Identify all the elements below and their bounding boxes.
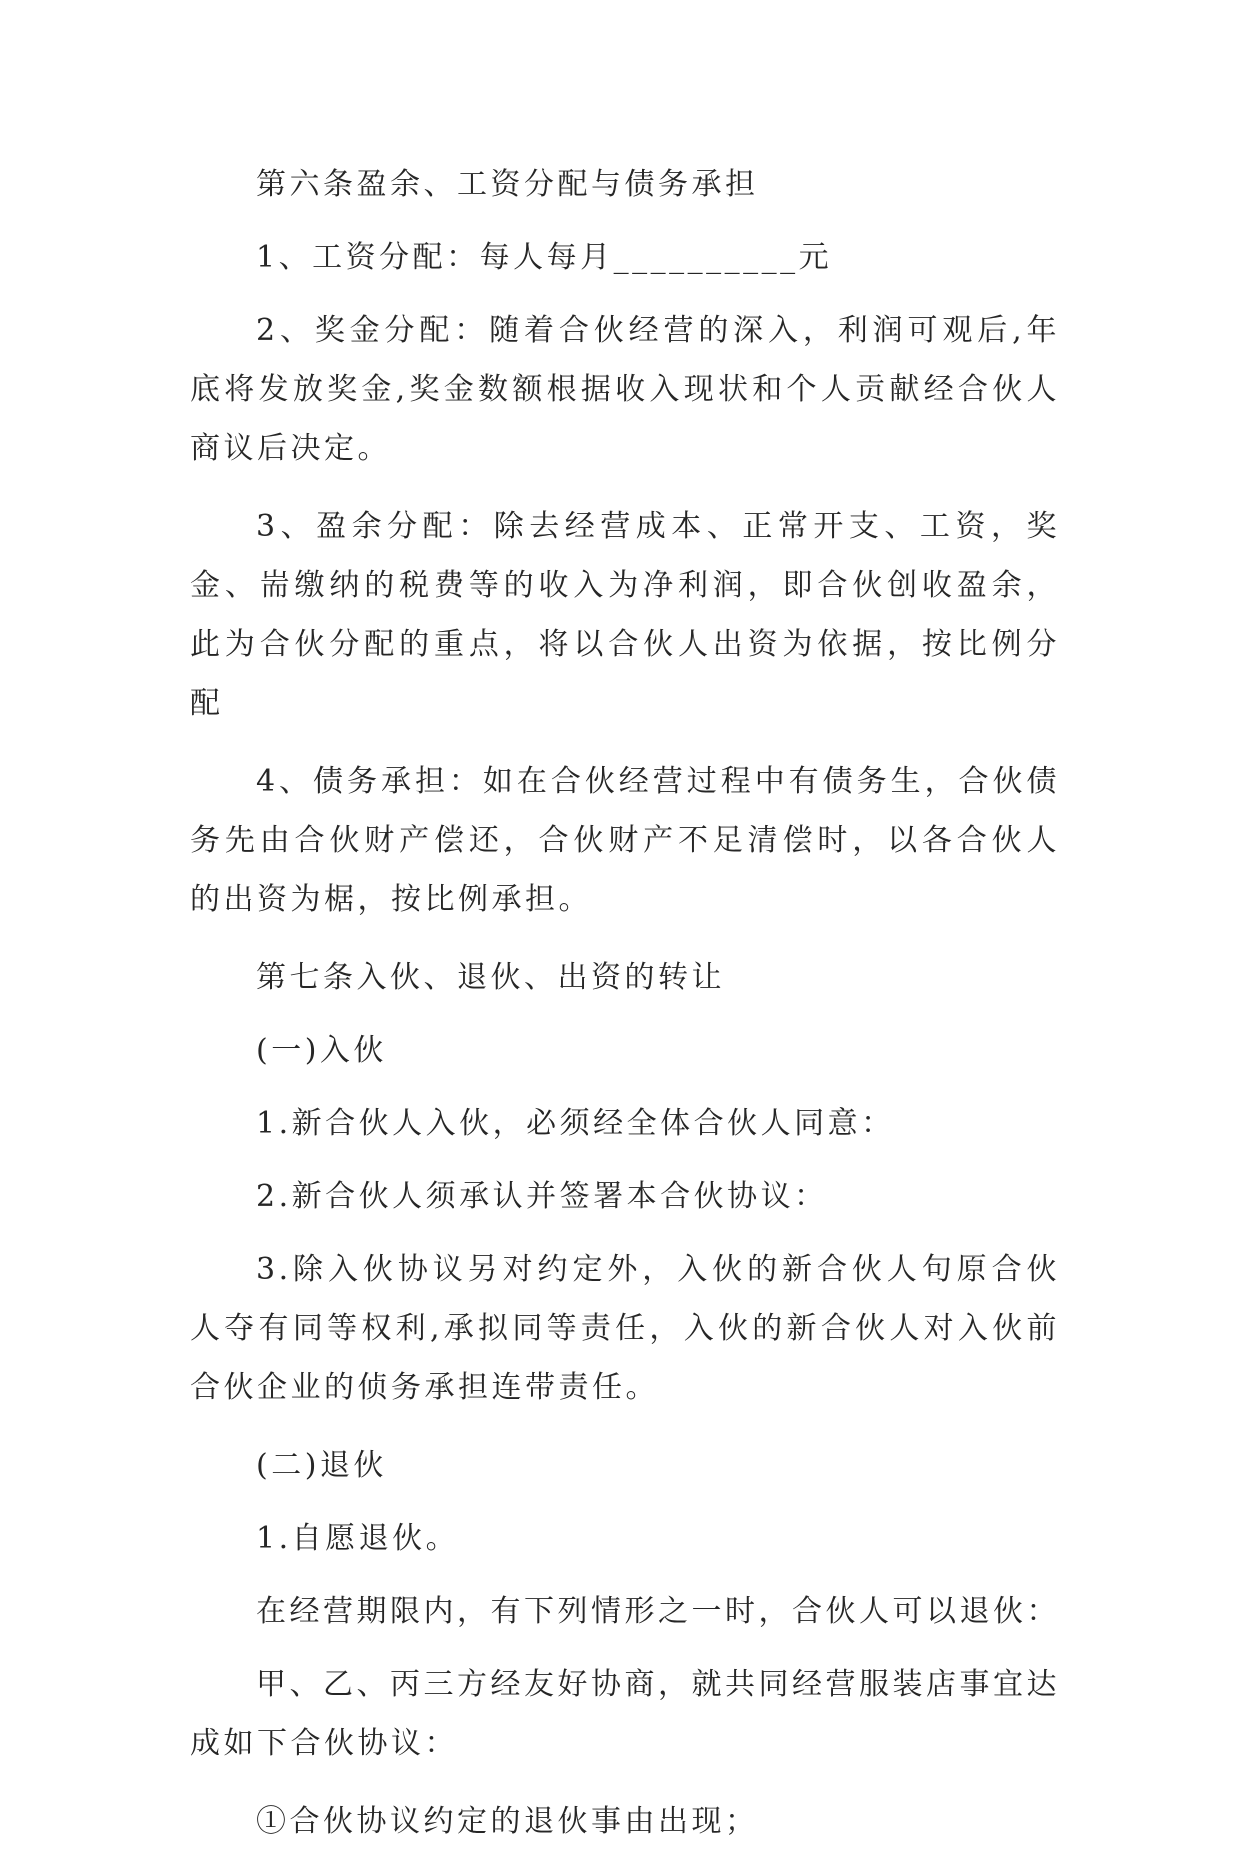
admission-item-2: 2.新合伙人须承认并签署本合伙协议： xyxy=(256,1179,828,1214)
admission-subheading: (一)入伙 xyxy=(256,1033,387,1068)
withdrawal-item-1: 1.自愿退伙。 xyxy=(256,1521,460,1556)
surplus-distribution-clause: 3、盈余分配：除去经营成本、正常开支、工资，奖金、耑缴纳的税费等的收入为净利润，即合伙创收盈余，此为合伙分配的重点，将以合伙人出资为依据，按比例分配 xyxy=(190,509,1060,721)
salary-distribution-clause: 1、工资分配：每人每月__________元 xyxy=(256,240,833,275)
withdrawal-subheading: (二)退伙 xyxy=(256,1448,387,1483)
admission-item-1: 1.新合伙人入伙，必须经全体合伙人同意： xyxy=(256,1106,895,1141)
withdrawal-conditions-intro: 在经营期限内，有下列情形之一时，合伙人可以退伙： xyxy=(256,1594,1060,1629)
admission-item-3: 3.除入伙协议另对约定外，入伙的新合伙人句原合伙人夺有同等权利,承拟同等责任，入伙的新合伙人对入伙前合伙企业的侦务承担连带责任。 xyxy=(190,1252,1060,1405)
document-body xyxy=(190,155,1060,1865)
article-6-heading: 第六条盈余、工资分配与债务承担 xyxy=(256,167,759,202)
debt-bearing-clause: 4、债务承担：如在合伙经营过程中有债务生，合伙债务先由合伙财产偿还，合伙财产不足清偿时，以各合伙人的出资为椐，按比例承担。 xyxy=(190,764,1060,917)
bonus-distribution-clause: 2、奖金分配：随着合伙经营的深入，利润可观后,年底将发放奖金,奖金数额根据收入现状和个人贡献经合伙人商议后决定。 xyxy=(190,313,1060,466)
withdrawal-condition-1: ①合伙协议约定的退伙事由出现； xyxy=(256,1804,759,1839)
agreement-preamble: 甲、乙、丙三方经友好协商，就共同经营服装店事宜达成如下合伙协议： xyxy=(190,1667,1060,1761)
article-7-heading: 第七条入伙、退伙、出资的转让 xyxy=(256,960,725,995)
